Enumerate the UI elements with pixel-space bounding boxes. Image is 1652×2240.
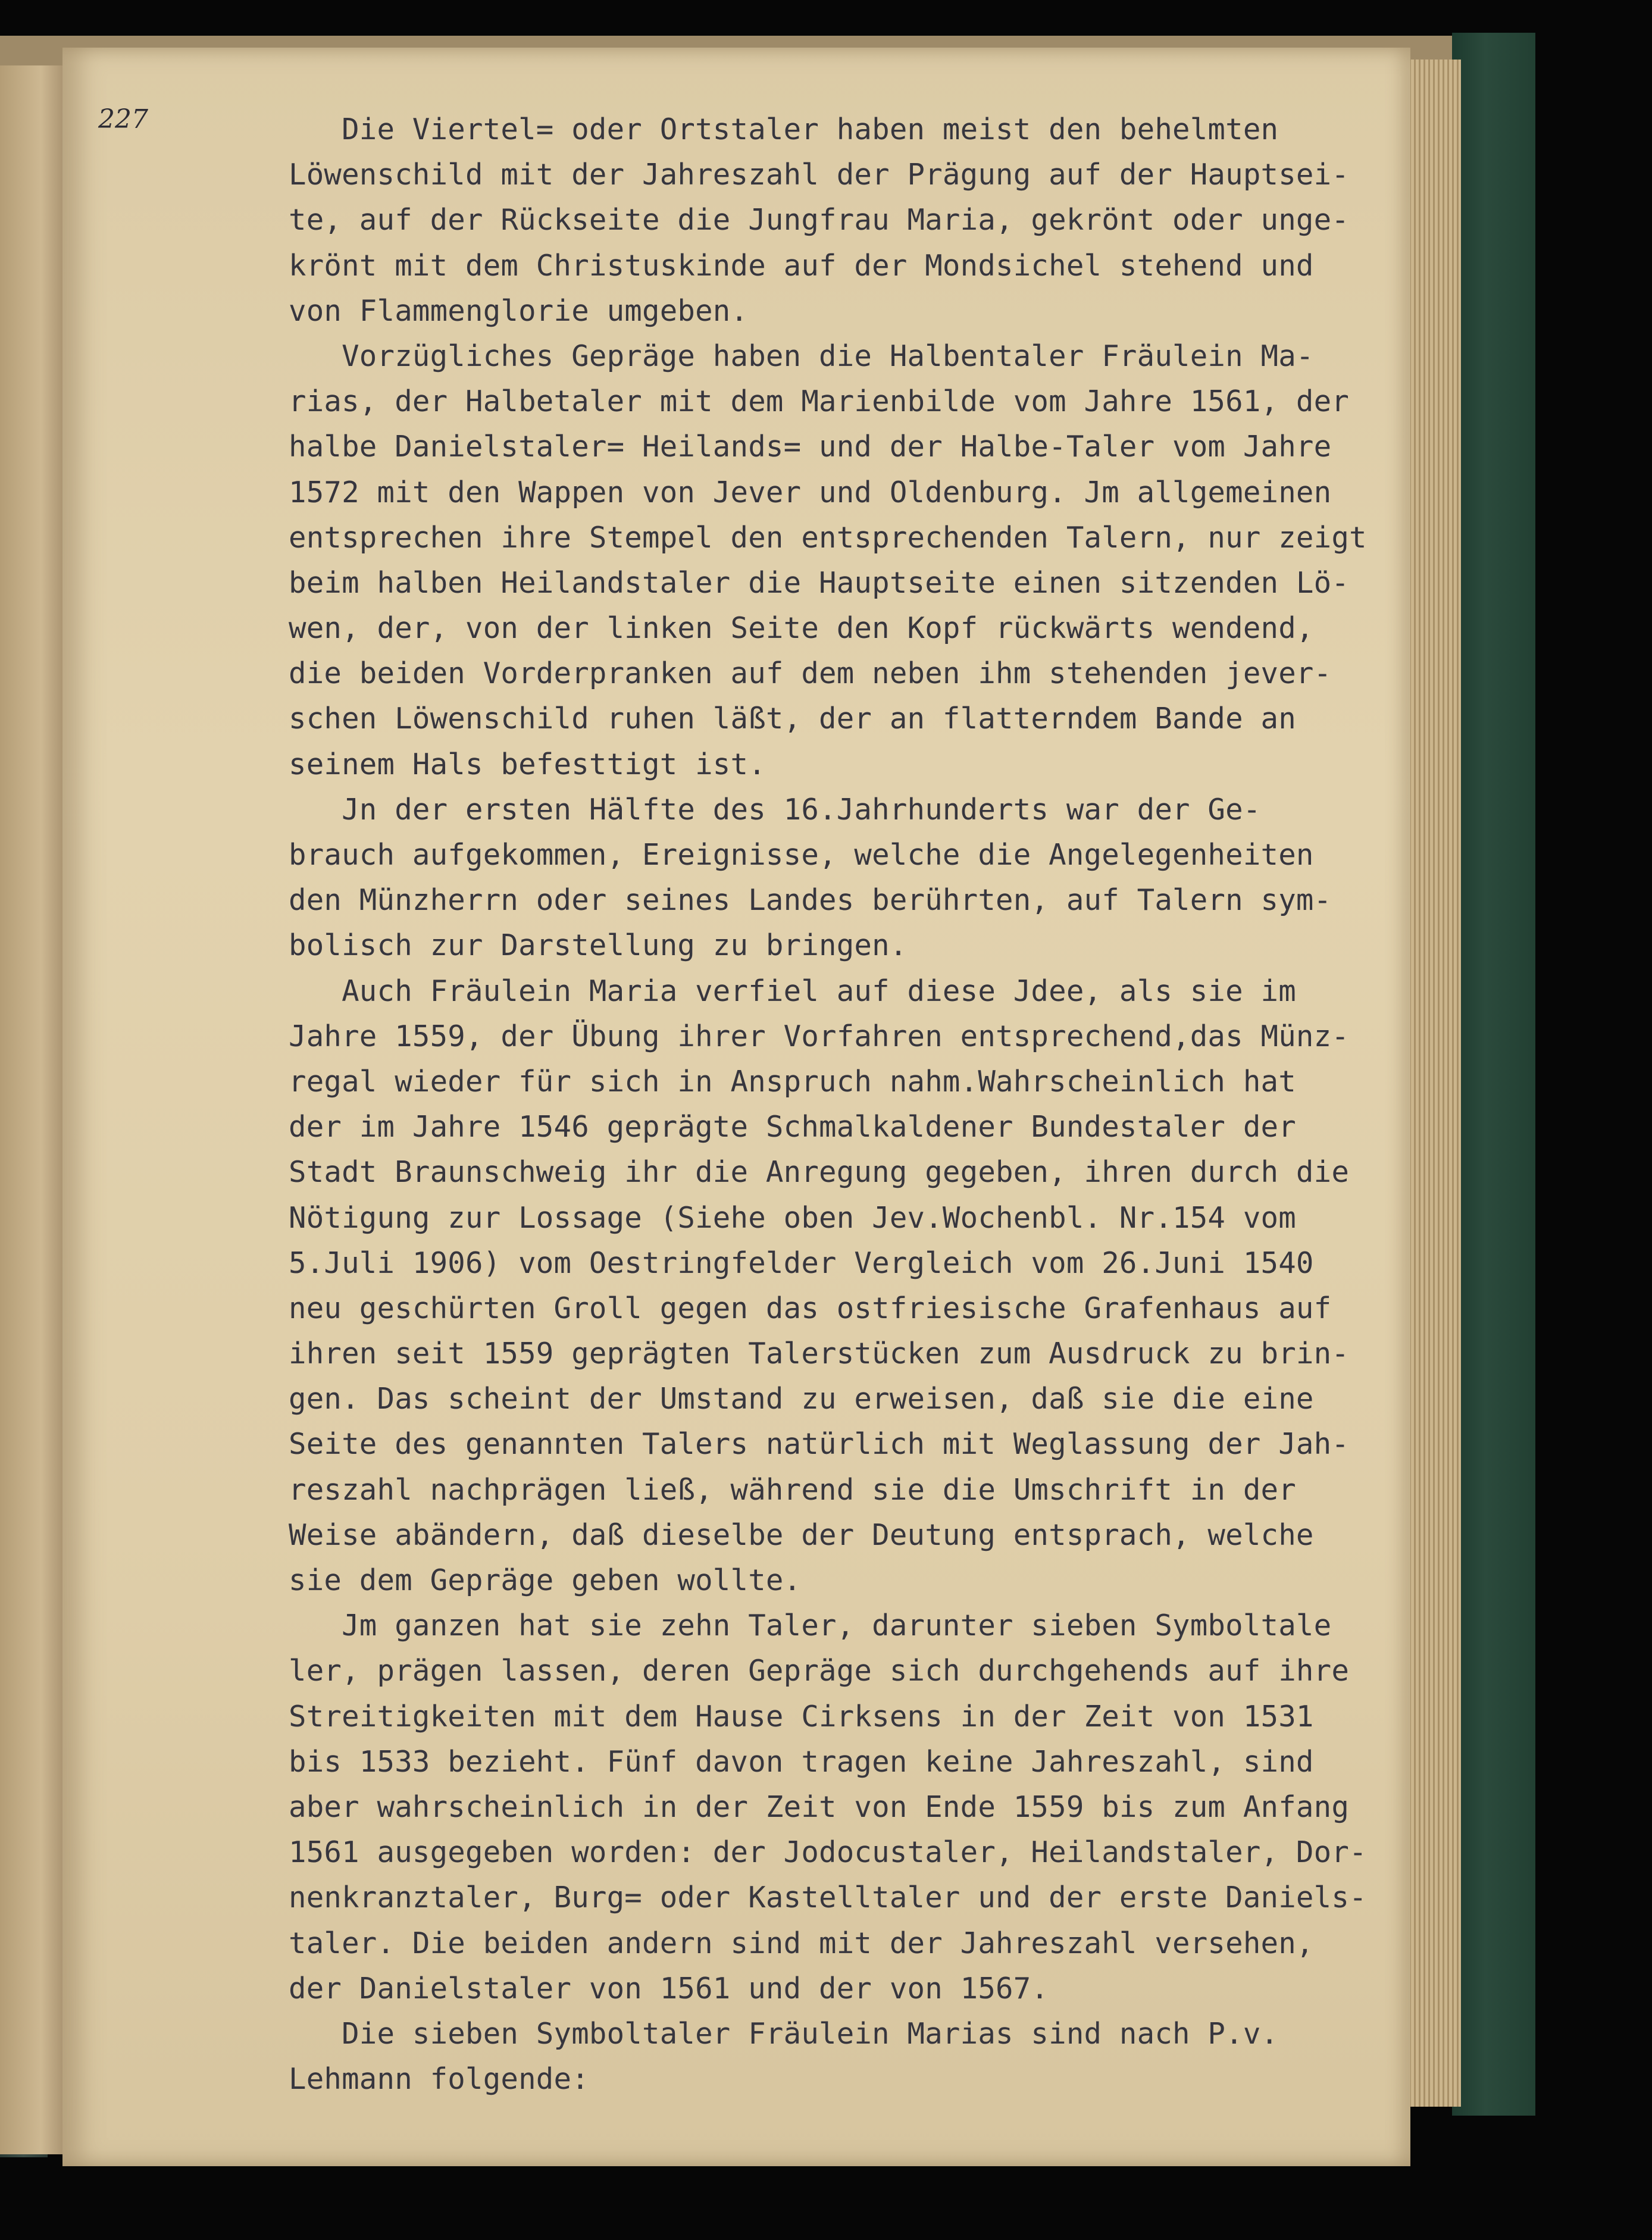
text-line: 1572 mit den Wappen von Jever und Oldenburg. Jm allgemeinen xyxy=(289,475,1332,509)
text-line: sie dem Gepräge geben wollte. xyxy=(289,1563,802,1597)
text-line: der Danielstaler von 1561 und der von 1567. xyxy=(289,1971,1049,2006)
body-text xyxy=(289,107,1416,2102)
text-line: ihren seit 1559 geprägten Talerstücken zum Ausdruck zu brin- xyxy=(289,1337,1350,1371)
text-line: reszahl nachprägen ließ, während sie die Umschrift in der xyxy=(289,1472,1296,1507)
text-line: 1561 ausgegeben worden: der Jodocustaler, Heilandstaler, Dor- xyxy=(289,1835,1367,1870)
text-line: Die sieben Symboltaler Fräulein Marias sind nach P.v. xyxy=(289,2016,1279,2051)
text-line: Die Viertel= oder Ortstaler haben meist den behelmten xyxy=(289,112,1279,146)
text-line: bolisch zur Darstellung zu bringen. xyxy=(289,928,908,963)
text-line: Jn der ersten Hälfte des 16.Jahrhunderts war der Ge- xyxy=(289,792,1261,827)
paragraph xyxy=(289,107,1416,334)
text-line: Vorzügliches Gepräge haben die Halbentaler Fräulein Ma- xyxy=(289,339,1314,373)
text-line: Jahre 1559, der Übung ihrer Vorfahren entsprechend,das Münz- xyxy=(289,1019,1350,1053)
text-line: halbe Danielstaler= Heilands= und der Halbe-Taler vom Jahre xyxy=(289,430,1332,464)
text-line: die beiden Vorderpranken auf dem neben ihm stehenden jever- xyxy=(289,656,1332,691)
text-line: Löwenschild mit der Jahreszahl der Prägung auf der Hauptsei- xyxy=(289,158,1350,192)
text-line: Nötigung zur Lossage (Siehe oben Jev.Wochenbl. Nr.154 vom xyxy=(289,1200,1296,1235)
text-line: regal wieder für sich in Anspruch nahm.Wahrscheinlich hat xyxy=(289,1064,1296,1099)
text-line: te, auf der Rückseite die Jungfrau Maria, gekrönt oder unge- xyxy=(289,203,1350,237)
text-line: Auch Fräulein Maria verfiel auf diese Jdee, als sie im xyxy=(289,974,1296,1008)
text-line: schen Löwenschild ruhen läßt, der an flatterndem Bande an xyxy=(289,702,1296,736)
text-line: Lehmann folgende: xyxy=(289,2062,589,2097)
page-number: 227 xyxy=(98,104,148,134)
text-line: nenkranztaler, Burg= oder Kastelltaler und der erste Daniels- xyxy=(289,1881,1367,1915)
text-line: wen, der, von der linken Seite den Kopf rückwärts wendend, xyxy=(289,611,1314,646)
text-line: Seite des genannten Talers natürlich mit Weglassung der Jah- xyxy=(289,1427,1350,1462)
paragraph xyxy=(289,787,1416,969)
text-line: von Flammenglorie umgeben. xyxy=(289,293,749,328)
text-line: brauch aufgekommen, Ereignisse, welche die Angelegenheiten xyxy=(289,838,1314,872)
paragraph xyxy=(289,1603,1416,2011)
text-line: bis 1533 bezieht. Fünf davon tragen keine Jahreszahl, sind xyxy=(289,1744,1314,1779)
text-line: Stadt Braunschweig ihr die Anregung gegeben, ihren durch die xyxy=(289,1155,1350,1190)
text-line: taler. Die beiden andern sind mit der Jahreszahl versehen, xyxy=(289,1926,1314,1960)
paragraph xyxy=(289,334,1416,787)
paragraph xyxy=(289,2011,1416,2102)
text-line: krönt mit dem Christuskinde auf der Mondsichel stehend und xyxy=(289,248,1314,283)
text-line: Streitigkeiten mit dem Hause Cirksens in der Zeit von 1531 xyxy=(289,1699,1314,1734)
text-line: neu geschürten Groll gegen das ostfriesische Grafenhaus auf xyxy=(289,1291,1332,1325)
text-line: der im Jahre 1546 geprägte Schmalkaldener Bundestaler der xyxy=(289,1110,1296,1144)
text-line: ler, prägen lassen, deren Gepräge sich durchgehends auf ihre xyxy=(289,1654,1350,1688)
text-line: den Münzherrn oder seines Landes berührten, auf Talern sym- xyxy=(289,883,1332,918)
text-line: gen. Das scheint der Umstand zu erweisen, daß sie die eine xyxy=(289,1382,1314,1416)
paragraph xyxy=(289,969,1416,1604)
text-line: seinem Hals befesttigt ist. xyxy=(289,747,766,781)
text-line: Jm ganzen hat sie zehn Taler, darunter sieben Symboltale xyxy=(289,1609,1332,1643)
text-line: beim halben Heilandstaler die Hauptseite einen sitzenden Lö- xyxy=(289,565,1350,600)
text-line: 5.Juli 1906) vom Oestringfelder Vergleich vom 26.Juni 1540 xyxy=(289,1246,1314,1280)
book-cover-right xyxy=(1452,33,1535,2116)
text-line: entsprechen ihre Stempel den entsprechenden Talern, nur zeigt xyxy=(289,520,1367,555)
text-line: Weise abändern, daß dieselbe der Deutung entsprach, welche xyxy=(289,1518,1314,1552)
text-line: rias, der Halbetaler mit dem Marienbilde vom Jahre 1561, der xyxy=(289,384,1350,419)
text-line: aber wahrscheinlich in der Zeit von Ende 1559 bis zum Anfang xyxy=(289,1790,1350,1824)
